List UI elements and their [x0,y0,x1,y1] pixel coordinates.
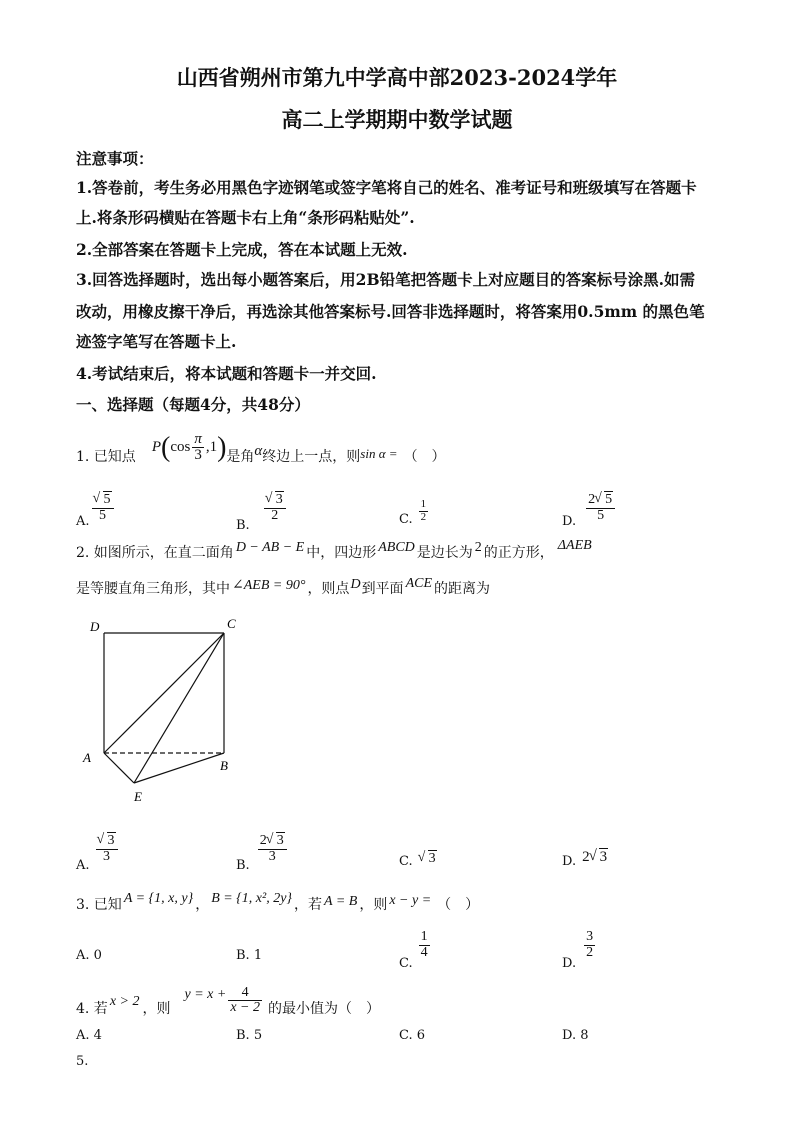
q4-expr-lhs: y = x + [184,986,227,1002]
coefficient: 2 [582,849,590,865]
vertex-label-d: D [90,619,100,634]
numerator: 1 [420,498,427,511]
q4-tail: 的最小值为（ ） [267,1001,380,1017]
sqrt-radicand: 3 [599,849,608,865]
denominator: 2 [420,511,427,523]
q4-prefix: 4. 若 [76,1001,108,1017]
q2-option-d[interactable] [562,846,608,869]
notice-item3-line1: 3.回答选择题时，选出每小题答案后，用2B铅笔把答题卡上对应题目的答案标号涂黑.如需 [76,270,695,289]
q2-text: ，则点 [307,581,350,597]
coefficient: 2 [588,492,596,508]
denominator: 4 [420,945,428,960]
vertex-label-c: C [227,616,236,631]
q2-text: 2. 如图所示，在直二面角 [76,545,234,561]
q4-expression [184,986,264,1016]
vertex-label-e: E [134,789,142,804]
numerator: 1 [420,929,428,945]
q2-square: ABCD [378,540,415,555]
q4-option-c[interactable]: C. 6 [399,1028,426,1043]
q1-tail: ,1 [205,439,218,456]
denominator: x − 2 [230,1000,260,1016]
q3-prefix: 3. 已知 [76,897,122,913]
denominator: 5 [597,508,605,523]
q2-triangle: ΔAEB [557,538,592,553]
notice-item1-line2: 上.将条形码横贴在答题卡右上角“条形码粘贴处”. [76,208,415,227]
q1-pi: π [194,430,202,447]
q1-alpha: α [254,443,263,459]
q2-geometry-figure [80,612,250,812]
q1-cos: cos [170,439,191,456]
q2-option-b[interactable] [236,826,289,873]
q4-text: ，则 [142,1001,171,1017]
edge-ae [104,753,134,783]
q3-option-a[interactable]: A. 0 [76,948,102,963]
option-label: D. [562,854,577,869]
exam-title-line2: 高二上学期期中数学试题 [281,107,513,132]
denominator: 5 [99,508,107,523]
section-heading: 一、选择题（每题4分，共48分） [76,395,310,414]
option-label: C. [399,956,413,971]
q3-condition: A = B [324,894,358,909]
denominator: 2 [586,945,594,960]
q3-paren: （ ） [437,897,480,913]
q3-set-a: A = {1, x, y} [123,891,194,906]
q2-text: 是等腰直角三角形，其中 [76,581,230,597]
q2-text: 是边长为 [416,545,473,561]
denominator: 3 [103,849,111,864]
option-label: C. [399,854,413,869]
question-2-line1 [76,540,592,564]
q2-side: 2 [474,540,482,555]
question-2-line2 [76,576,490,600]
question-4 [76,970,380,1020]
q3-text: ，若 [294,897,323,913]
q2-option-c[interactable] [399,848,437,869]
q3-option-c[interactable] [399,920,432,971]
question-5-label: 5. [76,1054,89,1069]
q4-condition: x > 2 [109,994,140,1009]
q2-text: 的正方形， [483,545,554,561]
q4-option-d[interactable]: D. 8 [562,1028,589,1043]
edge-eb [134,753,224,783]
vertex-label-a: A [83,750,91,765]
option-label: A. [76,514,90,529]
q2-text: 到平面 [361,581,404,597]
q3-option-b[interactable]: B. 1 [236,948,263,963]
notice-item3-line2: 改动，用橡皮擦干净后，再选涂其他答案标号.回答非选择题时，将答案用0.5mm 的黑色笔 [76,302,705,321]
q3-comma: ， [195,897,210,913]
sqrt-radicand: 5 [103,492,111,508]
q1-point: P [151,439,161,456]
notice-item2: 2.全部答案在答题卡上完成，答在本试题上无效. [76,240,408,259]
q3-text: ，则 [359,897,388,913]
option-label: C. [399,512,413,527]
q4-option-a[interactable]: A. 4 [76,1028,102,1043]
q2-text: 中，四边形 [306,545,377,561]
exam-title-line1: 山西省朔州市第九中学高中部2023-2024学年 [176,65,618,90]
notice-item4: 4.考试结束后，将本试题和答题卡一并交回. [76,364,377,383]
option-label: D. [562,956,577,971]
q3-ask: x − y = [389,893,432,908]
notice-item3-line3: 迹签字笔写在答题卡上. [76,332,237,351]
sqrt-radicand: 3 [276,833,284,849]
q1-option-b[interactable] [236,484,288,533]
vertex-label-b: B [220,758,228,773]
option-label: D. [562,514,577,529]
q1-mid: 是角 [226,449,255,465]
q2-angle: ∠AEB = 90° [232,577,306,593]
question-1 [76,426,446,470]
q1-mid2: 终边上一点，则 [262,449,361,465]
q1-ask: sin α = [360,446,398,461]
q2-dihedral: D − AB − E [235,540,305,555]
q1-option-c[interactable] [399,496,430,527]
q1-three: 3 [194,447,202,464]
option-label: A. [76,858,90,873]
edge-ec [134,633,224,783]
option-label: B. [236,518,250,533]
notice-item1-line1: 1.答卷前，考生务必用黑色字迹钢笔或签字笔将自己的姓名、准考证号和班级填写在答题卡 [76,178,697,197]
question-3 [76,886,479,912]
q2-plane: ACE [405,576,433,591]
sqrt-radicand: 3 [428,850,436,866]
q3-set-b: B = {1, x², 2y} [211,891,293,906]
q2-point-d: D [350,577,361,592]
sqrt-radicand: 3 [107,833,115,849]
option-label: B. [236,858,250,873]
notice-heading: 注意事项： [76,149,154,168]
denominator: 3 [268,849,276,864]
q3-option-d[interactable] [562,920,597,971]
q1-prefix: 1. 已知点 [76,449,136,465]
q1-point-expression: P ( cos $\frac{\pi}{3}$ ,1 ) [151,430,227,464]
sqrt-radicand: 5 [605,492,613,508]
edge-ac [104,633,224,753]
denominator: 2 [271,508,279,523]
sqrt-radicand: 3 [275,492,283,508]
numerator: 4 [228,986,262,1002]
q1-option-d[interactable] [562,488,617,529]
q4-option-b[interactable]: B. 5 [236,1028,263,1043]
q1-option-a[interactable] [76,488,116,529]
q1-paren: （ ） [403,449,446,465]
coefficient: 2 [259,833,267,849]
numerator: 3 [586,929,594,945]
q2-option-a[interactable] [76,826,120,873]
q2-text: 的距离为 [434,581,491,597]
